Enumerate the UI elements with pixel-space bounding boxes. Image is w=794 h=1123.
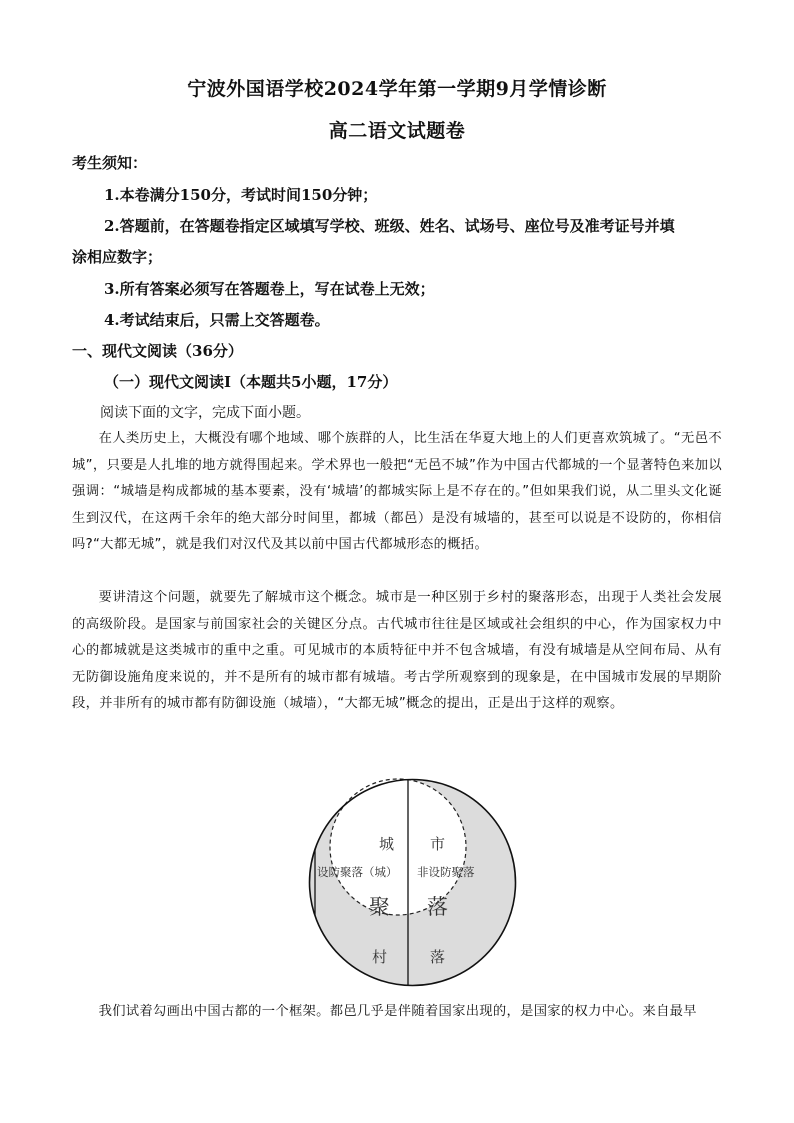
notice-item-2: 2.答题前，在答题卷指定区域填写学校、班级、姓名、试场号、座位号及准考证号并填 (104, 217, 675, 235)
notice-item-3: 3.所有答案必须写在答题卷上，写在试卷上无效； (104, 280, 435, 298)
notice-item-1: 1.本卷满分150分，考试时间150分钟； (104, 186, 378, 204)
label-cheng: 城 (379, 835, 395, 853)
section-heading: 一、现代文阅读（36分） (72, 342, 243, 360)
notice-item-2-cont: 涂相应数字； (72, 248, 163, 266)
label-cun: 村 (372, 948, 388, 966)
passage-paragraph-1: 在人类历史上，大概没有哪个地域、哪个族群的人，比生活在华夏大地上的人们更喜欢筑城了。“无邑不城”，只要是人扎堆的地方就得围起来。学术界也一般把“无邑不城”作为中国古代都城的一个显著特色来加以强调：“城墙是构成都城的基本要素，没有‘城墙’的都城实际上是不存在的。”但如果我们说，从二里头文化诞生到汉代，在这两千余年的绝大部分时间里，都城（都邑）是没有城墙的，甚至可以说是不设防的，你相信吗?“大都无城”，就是我们对汉代及其以前中国古代都城形态的概括。 (72, 431, 722, 552)
city-settlement-diagram (305, 775, 520, 990)
section-subheading: （一）现代文阅读Ⅰ（本题共5小题，17分） (104, 373, 398, 391)
reading-instruction: 阅读下面的文字，完成下面小题。 (100, 405, 310, 421)
label-ju: 聚 (369, 895, 390, 919)
label-luo-large: 落 (427, 895, 448, 919)
label-unfortified: 非设防聚落 (417, 865, 475, 879)
passage-paragraph-2: 要讲清这个问题，就要先了解城市这个概念。城市是一种区别于乡村的聚落形态，出现于人类社会发展的高级阶段。是国家与前国家社会的关键区分点。古代城市往往是区域或社会组织的中心，作为国家权力中心的都城就是这类城市的重中之重。可见城市的本质特征中并不包含城墙，有没有城墙是从空间布局、从有无防御设施角度来说的，并不是所有的城市都有城墙。考古学所观察到的现象是，在中国城市发展的早期阶段，并非所有的城市都有防御设施（城墙），“大都无城”概念的提出，正是出于这样的观察。 (72, 590, 722, 711)
passage-paragraph-3: 我们试着勾画出中国古都的一个框架。都邑几乎是伴随着国家出现的，是国家的权力中心。来自最早 (98, 1004, 697, 1019)
label-luo-small: 落 (430, 948, 446, 966)
label-fortified: 设防聚落（城） (317, 865, 398, 879)
label-shi: 市 (430, 835, 446, 853)
notice-item-4: 4.考试结束后，只需上交答题卷。 (104, 311, 330, 329)
exam-title: 宁波外国语学校2024学年第一学期9月学情诊断 (187, 78, 607, 100)
exam-subtitle: 高二语文试题卷 (328, 120, 466, 142)
notice-heading: 考生须知： (72, 154, 148, 172)
